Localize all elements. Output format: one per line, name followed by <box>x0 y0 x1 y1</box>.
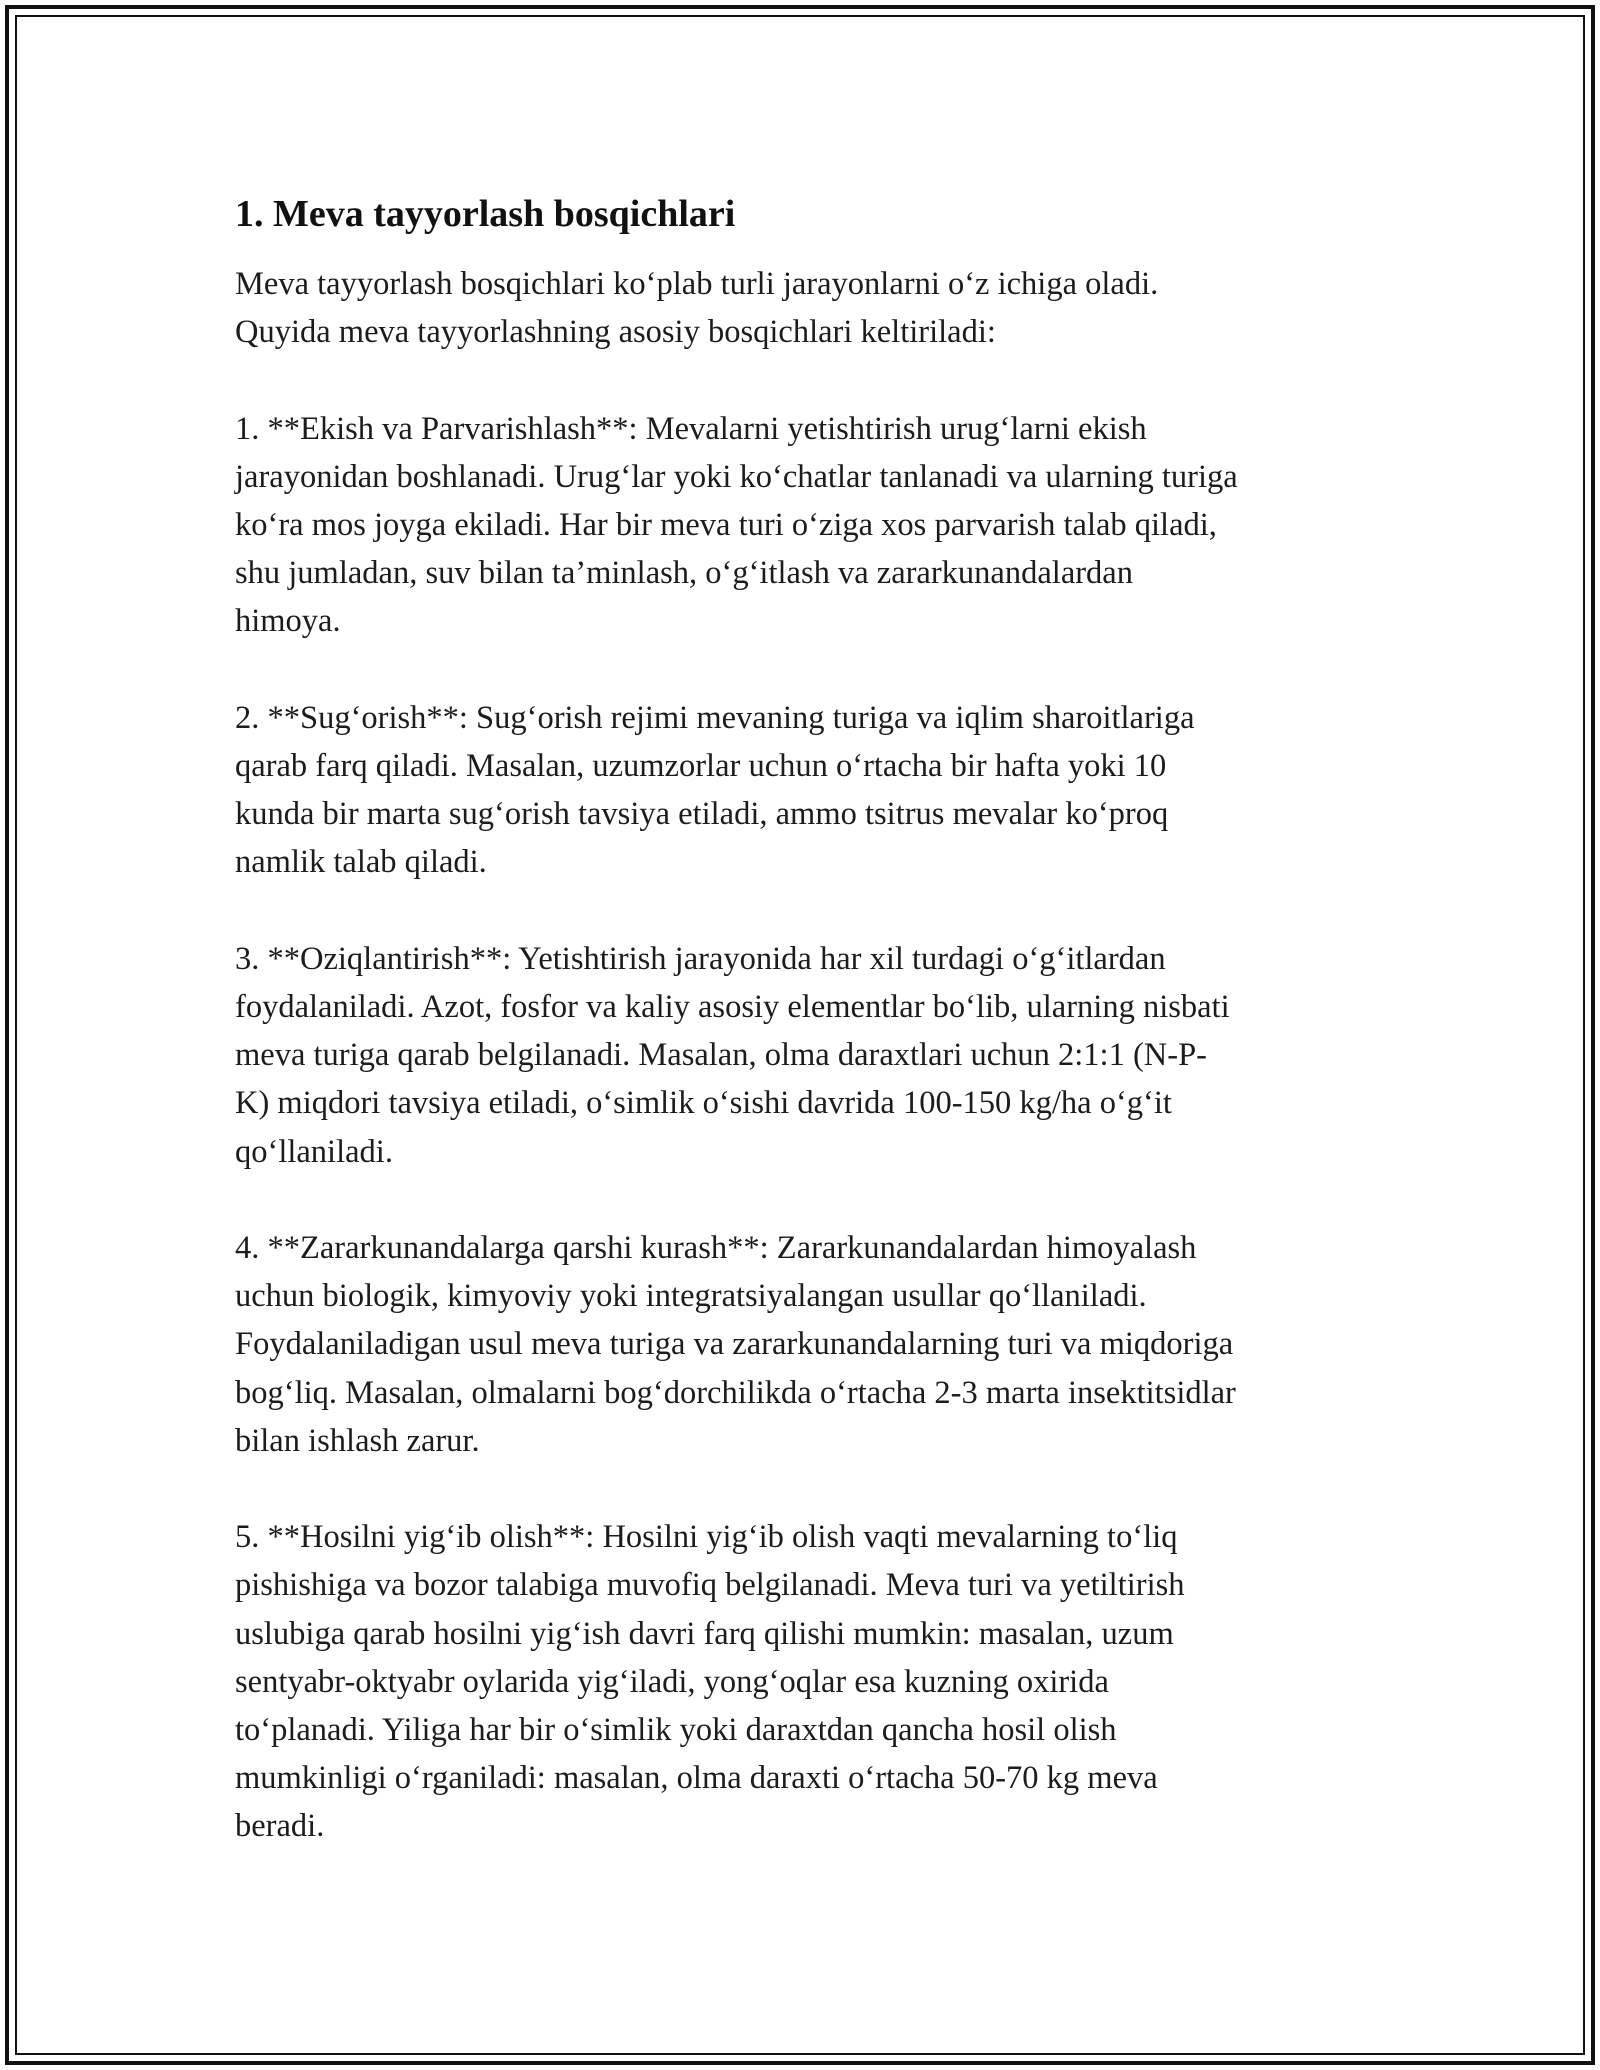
step-2-paragraph: 2. **Sug‘orish**: Sug‘orish rejimi mevaning turiga va iqlim sharoitlariga qarab farq qiladi. Masalan, uzumzorlar uchun o‘rtacha bir hafta yoki 10 kunda bir marta sug‘orish tavsiya etiladi, ammo tsitrus mevalar ko‘proq namlik talab qiladi. <box>235 699 1195 881</box>
intro-paragraph: Meva tayyorlash bosqichlari ko‘plab turli jarayonlarni o‘z ichiga oladi. Quyida meva tayyorlashning asosiy bosqichlari keltiriladi: <box>235 266 1159 351</box>
step-1-paragraph: 1. **Ekish va Parvarishlash**: Mevalarni yetishtirish urug‘larni ekish jarayonidan boshlanadi. Urug‘lar yoki ko‘chatlar tanlanadi va ularning turiga ko‘ra mos joyga ekiladi. Har bir meva turi o‘ziga xos parvarish talab qiladi, shu jumladan, suv bilan ta’minlash, o‘g‘itlash va zararkunandalardan himoya. <box>235 410 1238 640</box>
step-5-paragraph: 5. **Hosilni yig‘ib olish**: Hosilni yig‘ib olish vaqti mevalarning to‘liq pishishiga va bozor talabiga muvofiq belgilanadi. Meva turi va yetiltirish uslubiga qarab hosilni yig‘ish davri farq qilishi mumkin: masalan, uzum sentyabr-oktyabr oylarida yig‘iladi, yong‘oqlar esa kuzning oxirida to‘planadi. Yiliga har bir o‘simlik yoki daraxtdan qancha hosil olish mumkinligi o‘rganiladi: masalan, olma daraxti o‘rtacha 50-70 kg meva beradi. <box>235 1519 1185 1845</box>
step-4-paragraph: 4. **Zararkunandalarga qarshi kurash**: Zararkunandalardan himoyalash uchun biologik, kimyoviy yoki integratsiyalangan usullar qo‘llaniladi. Foydalaniladigan usul meva turiga va zararkunandalarning turi va miqdoriga bog‘liq. Masalan, olmalarni bog‘dorchilikda o‘rtacha 2-3 marta insektitsidlar bilan ishlash zarur. <box>235 1230 1236 1459</box>
document-body <box>235 186 1375 1899</box>
section-heading: 1. Meva tayyorlash bosqichlari <box>235 193 736 235</box>
step-3-paragraph: 3. **Oziqlantirish**: Yetishtirish jarayonida har xil turdagi o‘g‘itlardan foydalaniladi. Azot, fosfor va kaliy asosiy elementlar bo‘lib, ularning nisbati meva turiga qarab belgilanadi. Masalan, olma daraxtlari uchun 2:1:1 (N-P- K) miqdori tavsiya etiladi, o‘simlik o‘sishi davrida 100-150 kg/ha o‘g‘it qo‘llaniladi. <box>235 940 1230 1170</box>
